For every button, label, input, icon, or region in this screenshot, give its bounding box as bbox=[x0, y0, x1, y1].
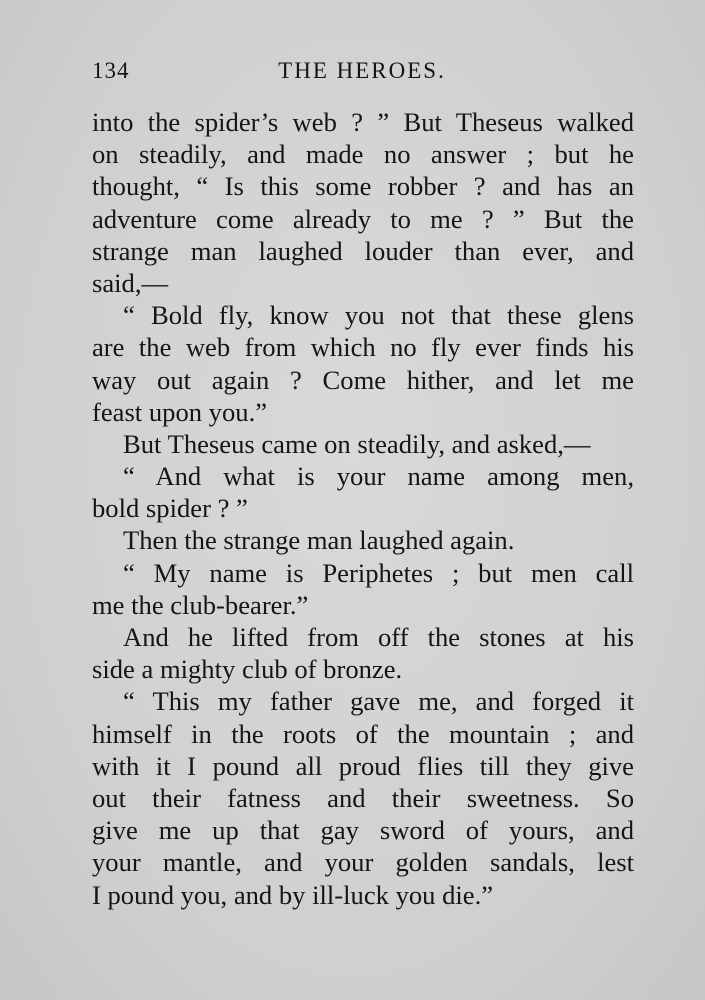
text-line: “ This my father gave me, and forged it bbox=[123, 686, 634, 717]
text-line: strange man laughed louder than ever, and bbox=[92, 235, 634, 266]
page-header bbox=[92, 58, 632, 92]
text-line: are the web from which no fly ever finds his bbox=[92, 332, 634, 363]
text-line: said,— bbox=[92, 267, 169, 298]
text-line: bold spider ? ” bbox=[92, 493, 248, 524]
text-line: into the spider’s web ? ” But Theseus walked bbox=[92, 107, 634, 137]
text-line: feast upon you.” bbox=[92, 396, 268, 427]
text-line: I pound you, and by ill-luck you die.” bbox=[92, 879, 494, 910]
body-text bbox=[92, 106, 634, 911]
text-line: way out again ? Come hither, and let me bbox=[92, 364, 634, 395]
text-line: out their fatness and their sweetness. So bbox=[92, 782, 634, 813]
text-line: with it I pound all proud flies till they give bbox=[92, 750, 634, 781]
text-line: “ My name is Periphetes ; but men call bbox=[123, 557, 634, 588]
text-line: give me up that gay sword of yours, and bbox=[92, 815, 634, 846]
text-line: side a mighty club of bronze. bbox=[92, 654, 403, 685]
text-line: on steadily, and made no answer ; but he bbox=[92, 139, 634, 170]
text-line: adventure come already to me ? ” But the bbox=[92, 203, 634, 234]
text-line: “ Bold fly, know you not that these glens bbox=[123, 300, 634, 331]
text-line: your mantle, and your golden sandals, lest bbox=[92, 847, 634, 878]
text-line: me the club-bearer.” bbox=[92, 589, 309, 620]
text-line: But Theseus came on steadily, and asked,— bbox=[123, 428, 591, 459]
text-line: “ And what is your name among men, bbox=[123, 461, 634, 492]
text-line: Then the strange man laughed again. bbox=[123, 525, 515, 556]
text-line: thought, “ Is this some robber ? and has an bbox=[92, 171, 634, 202]
text-line: And he lifted from off the stones at his bbox=[123, 622, 634, 652]
running-title: THE HEROES. bbox=[278, 58, 446, 83]
page-number: 134 bbox=[92, 58, 130, 83]
text-line: himself in the roots of the mountain ; and bbox=[92, 718, 634, 749]
